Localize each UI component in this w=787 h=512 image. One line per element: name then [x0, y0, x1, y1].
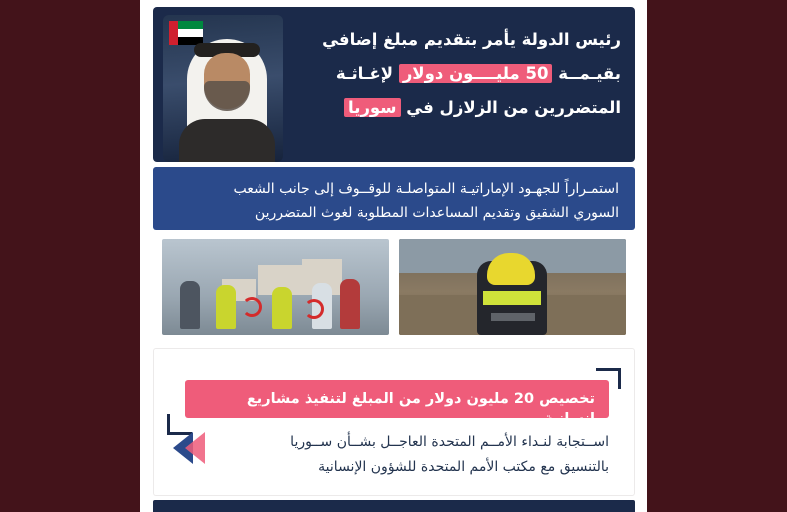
cloak-shape — [179, 119, 275, 162]
footer-strip — [153, 500, 635, 512]
hero-line2-suffix: لإغـاثـة — [335, 64, 394, 83]
helmet-icon — [487, 253, 535, 285]
aid-worker-figure — [180, 281, 200, 329]
subtitle-line-2: السوري الشقيق وتقديم المساعدات المطلوبة لغوث المتضررين — [254, 205, 619, 221]
hero-country-highlight: سوريا — [344, 98, 400, 117]
hero-banner — [153, 7, 635, 162]
hero-line2-prefix: بقيـمــة — [558, 64, 621, 83]
allocation-highlight-bar — [185, 380, 609, 427]
aid-worker-figure — [216, 285, 236, 329]
hero-headline-line-1 — [291, 23, 621, 57]
aid-worker-figure — [272, 287, 292, 329]
photo-a-vest — [483, 291, 541, 305]
president-portrait-photo — [163, 15, 283, 162]
lower-body-line-1: اســتجابة لنـداء الأمــم المتحدة العاجــل بشــأن ســوريا — [290, 434, 609, 450]
photo-a-badge — [491, 313, 535, 321]
red-crescent-icon — [242, 297, 262, 317]
subtitle-strip — [153, 167, 635, 230]
allocation-highlight-text: تخصيص 20 مليون دولار من المبلغ لتنفيذ مشاريع إنسانية — [246, 391, 595, 427]
photo-row — [162, 239, 626, 335]
lower-card — [153, 348, 635, 496]
photo-aid-distribution — [162, 239, 389, 335]
lower-body-text — [185, 430, 609, 480]
subtitle-text — [169, 177, 619, 225]
hero-headline-line-3 — [291, 91, 621, 125]
photo-rescue-worker — [399, 239, 626, 335]
red-crescent-icon — [304, 299, 324, 319]
hero-headline-line-2 — [291, 57, 621, 91]
aid-worker-figure — [340, 279, 360, 329]
hero-amount-highlight: 50 مليــــون دولار — [399, 64, 553, 83]
uae-flag-icon — [169, 21, 203, 45]
page-frame-left — [0, 0, 140, 512]
hero-line1-text: رئيس الدولة يأمر بتقديم مبلغ إضافي — [322, 30, 621, 49]
hero-headline — [291, 23, 621, 125]
subtitle-line-1: استمـراراً للجهـود الإماراتيـة المتواصلـة للوقــوف إلى جانب الشعب — [233, 181, 619, 197]
infographic-sheet — [140, 0, 647, 512]
hero-line3-prefix: المتضررين من الزلازل في — [406, 98, 621, 117]
page-frame-right — [647, 0, 787, 512]
lower-body-line-2: بالتنسيق مع مكتب الأمم المتحدة للشؤون الإنسانية — [318, 459, 609, 475]
